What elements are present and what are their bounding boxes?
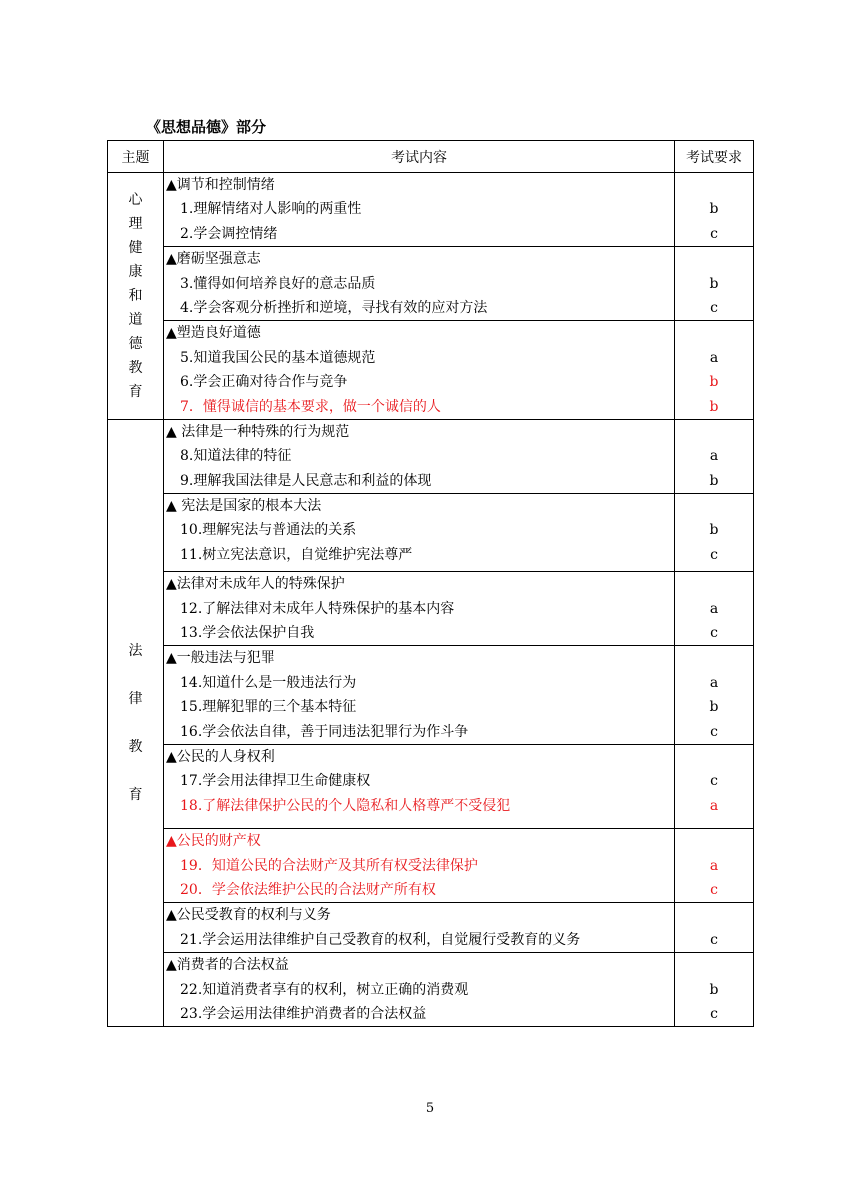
content-cell <box>164 321 675 420</box>
section-title: ▲ 法律是一种特殊的行为规范 <box>166 423 350 440</box>
requirement-level: c <box>710 1005 718 1022</box>
table-row <box>108 321 754 420</box>
table-row <box>108 247 754 321</box>
table-row <box>108 903 754 953</box>
theme-cell <box>108 173 164 420</box>
list-item: 5.知道我国公民的基本道德规范 <box>180 349 376 366</box>
theme-char: 康 <box>128 263 143 280</box>
table-row <box>108 646 754 745</box>
table-row <box>108 744 754 828</box>
list-item: 9.理解我国法律是人民意志和利益的体现 <box>180 472 432 489</box>
list-item: 22.知道消费者享有的权利，树立正确的消费观 <box>180 981 469 998</box>
requirement-cell <box>675 247 754 321</box>
list-item: 23.学会运用法律维护消费者的合法权益 <box>180 1005 427 1022</box>
content-cell <box>164 646 675 745</box>
theme-char: 育 <box>128 383 143 400</box>
theme-char: 理 <box>128 215 143 232</box>
requirement-cell <box>675 494 754 572</box>
requirement-level: a <box>709 674 719 691</box>
theme-char: 律 <box>128 691 143 708</box>
header-content: 考试内容 <box>164 141 675 173</box>
list-item: 17.学会用法律捍卫生命健康权 <box>180 773 371 790</box>
section-title: ▲公民的人身权利 <box>166 748 275 765</box>
list-item: 10.理解宪法与普通法的关系 <box>180 522 357 539</box>
requirement-level: b <box>709 522 719 539</box>
requirement-level: b <box>709 398 719 415</box>
requirement-level: a <box>709 857 719 874</box>
list-item: 1.理解情绪对人影响的两重性 <box>180 201 362 218</box>
requirement-cell <box>675 321 754 420</box>
requirement-cell <box>675 744 754 828</box>
section-title: ▲公民的财产权 <box>166 833 261 850</box>
page-number: 5 <box>425 1101 435 1116</box>
list-item: 2.学会调控情绪 <box>180 225 278 242</box>
requirement-level: b <box>709 472 719 489</box>
list-item: 3.懂得如何培养良好的意志品质 <box>180 275 376 292</box>
requirement-level: b <box>709 374 719 391</box>
requirement-level: c <box>710 723 718 740</box>
table-row <box>108 829 754 903</box>
table-row <box>108 494 754 572</box>
theme-char: 道 <box>128 311 143 328</box>
requirement-level: c <box>710 546 718 563</box>
requirement-level: a <box>709 600 719 617</box>
theme-char: 和 <box>128 287 143 304</box>
requirement-cell <box>675 572 754 646</box>
theme-char: 育 <box>128 787 143 804</box>
theme-char: 心 <box>128 191 143 208</box>
section-title: ▲ 宪法是国家的根本大法 <box>166 498 322 515</box>
requirement-cell <box>675 173 754 247</box>
requirement-level: c <box>710 299 718 316</box>
list-item: 21.学会运用法律维护自己受教育的权利，自觉履行受教育的义务 <box>180 931 581 948</box>
list-item: 4.学会客观分析挫折和逆境，寻找有效的应对方法 <box>180 299 488 316</box>
section-heading: 《思想品德》部分 <box>146 118 267 136</box>
list-item: 14.知道什么是一般违法行为 <box>180 674 357 691</box>
section-title: ▲一般违法与犯罪 <box>166 650 275 667</box>
table-row <box>108 419 754 493</box>
content-cell <box>164 903 675 953</box>
table-body <box>108 173 754 1027</box>
requirement-level: a <box>709 448 719 465</box>
theme-cell <box>108 419 164 1026</box>
theme-char: 教 <box>128 739 143 756</box>
section-title: ▲磨砺坚强意志 <box>166 251 261 268</box>
requirement-level: c <box>710 881 718 898</box>
content-cell <box>164 572 675 646</box>
content-cell <box>164 829 675 903</box>
requirement-cell <box>675 419 754 493</box>
list-item: 6.学会正确对待合作与竞争 <box>180 374 348 391</box>
list-item: 20．学会依法维护公民的合法财产所有权 <box>180 881 436 898</box>
content-cell <box>164 494 675 572</box>
requirement-level: b <box>709 201 719 218</box>
requirement-cell <box>675 829 754 903</box>
content-cell <box>164 419 675 493</box>
table-row <box>108 572 754 646</box>
list-item: 7．懂得诚信的基本要求，做一个诚信的人 <box>180 398 441 415</box>
requirement-cell <box>675 953 754 1027</box>
table-header-row <box>108 141 754 173</box>
requirement-level: c <box>710 225 718 242</box>
list-item: 12.了解法律对未成年人特殊保护的基本内容 <box>180 600 455 617</box>
content-cell <box>164 953 675 1027</box>
header-theme: 主题 <box>108 141 164 173</box>
requirement-level: c <box>710 625 718 642</box>
requirement-level: b <box>709 699 719 716</box>
requirement-level: b <box>709 275 719 292</box>
list-item: 8.知道法律的特征 <box>180 448 292 465</box>
section-title: ▲公民受教育的权利与义务 <box>166 907 331 924</box>
theme-char: 健 <box>128 239 143 256</box>
requirement-cell <box>675 903 754 953</box>
theme-char: 教 <box>128 359 143 376</box>
section-title: ▲法律对未成年人的特殊保护 <box>166 576 345 593</box>
content-cell <box>164 247 675 321</box>
list-item: 19．知道公民的合法财产及其所有权受法律保护 <box>180 857 478 874</box>
list-item: 11.树立宪法意识，自觉维护宪法尊严 <box>180 546 413 563</box>
section-title: ▲调节和控制情绪 <box>166 177 275 193</box>
list-item: 15.理解犯罪的三个基本特征 <box>180 699 357 716</box>
header-requirement: 考试要求 <box>675 141 754 173</box>
table-row <box>108 953 754 1027</box>
requirement-level: c <box>710 773 718 790</box>
list-item: 13.学会依法保护自我 <box>180 625 315 642</box>
content-cell <box>164 173 675 247</box>
list-item: 18.了解法律保护公民的个人隐私和人格尊严不受侵犯 <box>180 797 511 814</box>
list-item: 16.学会依法自律，善于同违法犯罪行为作斗争 <box>180 723 469 740</box>
requirement-level: b <box>709 981 719 998</box>
requirement-level: a <box>709 349 719 366</box>
theme-char: 德 <box>128 335 143 352</box>
section-title: ▲消费者的合法权益 <box>166 957 289 974</box>
theme-char: 法 <box>128 643 143 660</box>
section-title: ▲塑造良好道德 <box>166 325 261 342</box>
requirement-cell <box>675 646 754 745</box>
requirement-level: a <box>709 797 719 814</box>
table-row <box>108 173 754 247</box>
requirement-level: c <box>710 931 718 948</box>
exam-table <box>107 140 754 1027</box>
content-cell <box>164 744 675 828</box>
